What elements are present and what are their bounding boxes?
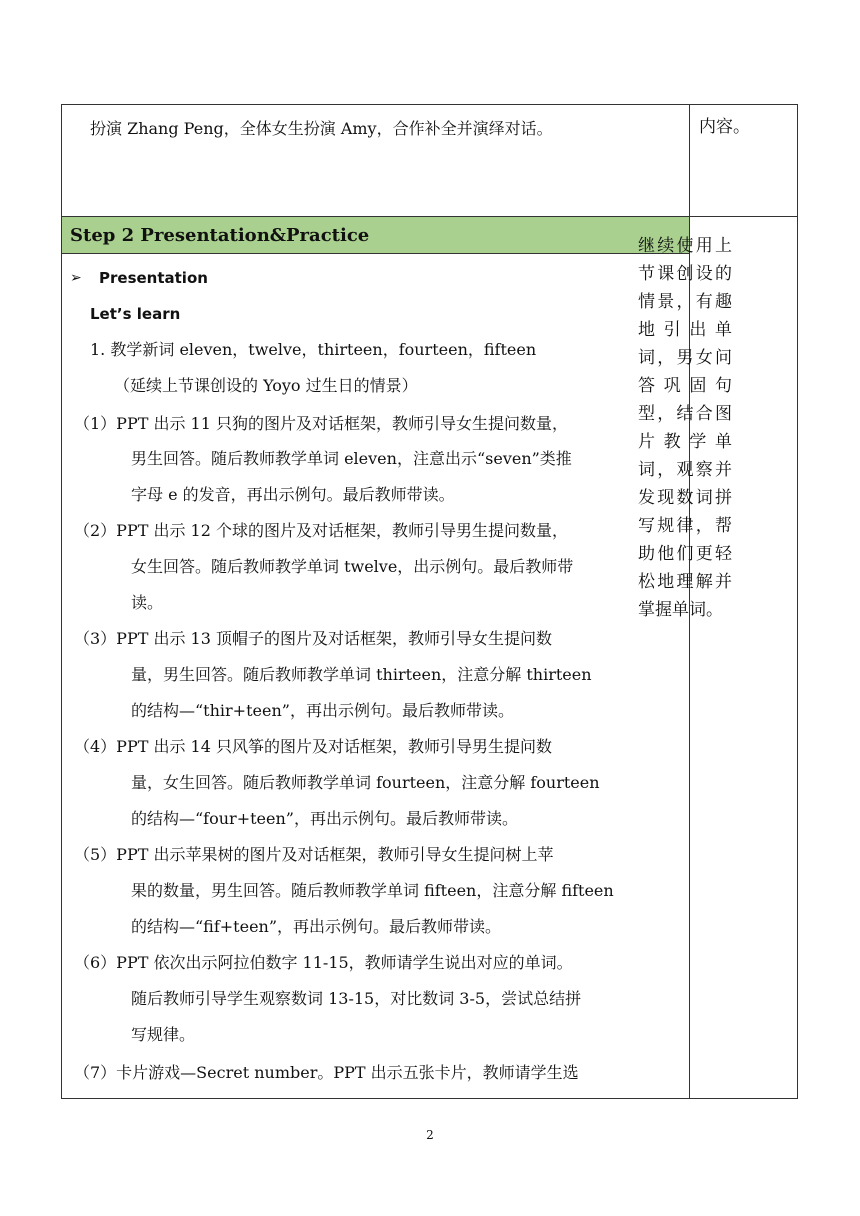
body-line: 的结构—“thir+teen”，再出示例句。最后教师带读。	[131, 701, 514, 720]
body-line: （4）PPT 出示 14 只风筝的图片及对话框架，教师引导男生提问数	[74, 737, 553, 756]
body-line: 果的数量，男生回答。随后教师教学单词 fifteen，注意分解 fifteen	[131, 881, 614, 900]
body-line: 字母 e 的发音，再出示例句。最后教师带读。	[131, 485, 455, 504]
bullet-arrow-icon: ➢	[70, 270, 82, 286]
body-line: 读。	[131, 593, 164, 612]
row1-right-text: 内容。	[699, 117, 750, 137]
step-header	[62, 217, 689, 254]
body-line: （6）PPT 依次出示阿拉伯数字 11-15，教师请学生说出对应的单词。	[74, 953, 573, 972]
body-line: （7）卡片游戏—Secret number。PPT 出示五张卡片，教师请学生选	[74, 1063, 579, 1082]
body-line: 女生回答。随后教师教学单词 twelve，出示例句。最后教师带	[131, 557, 574, 576]
body-line: 写规律。	[131, 1025, 196, 1044]
presentation-heading: Presentation	[99, 269, 208, 287]
body-line: 男生回答。随后教师教学单词 eleven，注意出示“seven”类推	[131, 449, 572, 468]
page-number: 2	[426, 1128, 434, 1142]
body-line: 量，女生回答。随后教师教学单词 fourteen，注意分解 fourteen	[131, 773, 600, 792]
body-line: （延续上节课创设的 Yoyo 过生日的情景）	[114, 376, 418, 395]
body-line: 1. 教学新词 eleven，twelve，thirteen，fourteen，fifteen	[90, 340, 537, 359]
body-line: 随后教师引导学生观察数词 13-15，对比数词 3-5，尝试总结拼	[131, 989, 582, 1008]
step-title: Step 2 Presentation&Practice	[70, 225, 370, 246]
body-line: （2）PPT 出示 12 个球的图片及对话框架，教师引导男生提问数量，	[74, 521, 569, 540]
body-line: 的结构—“four+teen”，再出示例句。最后教师带读。	[131, 809, 518, 828]
lets-learn-heading: Let’s learn	[90, 305, 181, 323]
body-line: 量，男生回答。随后教师教学单词 thirteen，注意分解 thirteen	[131, 665, 592, 684]
body-line: 的结构—“fif+teen”，再出示例句。最后教师带读。	[131, 917, 502, 936]
right-column-note: 继续使用上节课创设的情景，有趣地引出单词，男女问答巩固句型，结合图片教学单词，观察并发现数词拼写规律，帮助他们更轻松地理解并掌握单词。	[638, 236, 732, 620]
body-line: （3）PPT 出示 13 顶帽子的图片及对话框架，教师引导女生提问数	[74, 629, 553, 648]
row1-left-text: 扮演 Zhang Peng，全体女生扮演 Amy，合作补全并演绎对话。	[90, 119, 553, 138]
body-line: （5）PPT 出示苹果树的图片及对话框架，教师引导女生提问树上苹	[74, 845, 554, 864]
body-line: （1）PPT 出示 11 只狗的图片及对话框架，教师引导女生提问数量，	[74, 414, 569, 433]
